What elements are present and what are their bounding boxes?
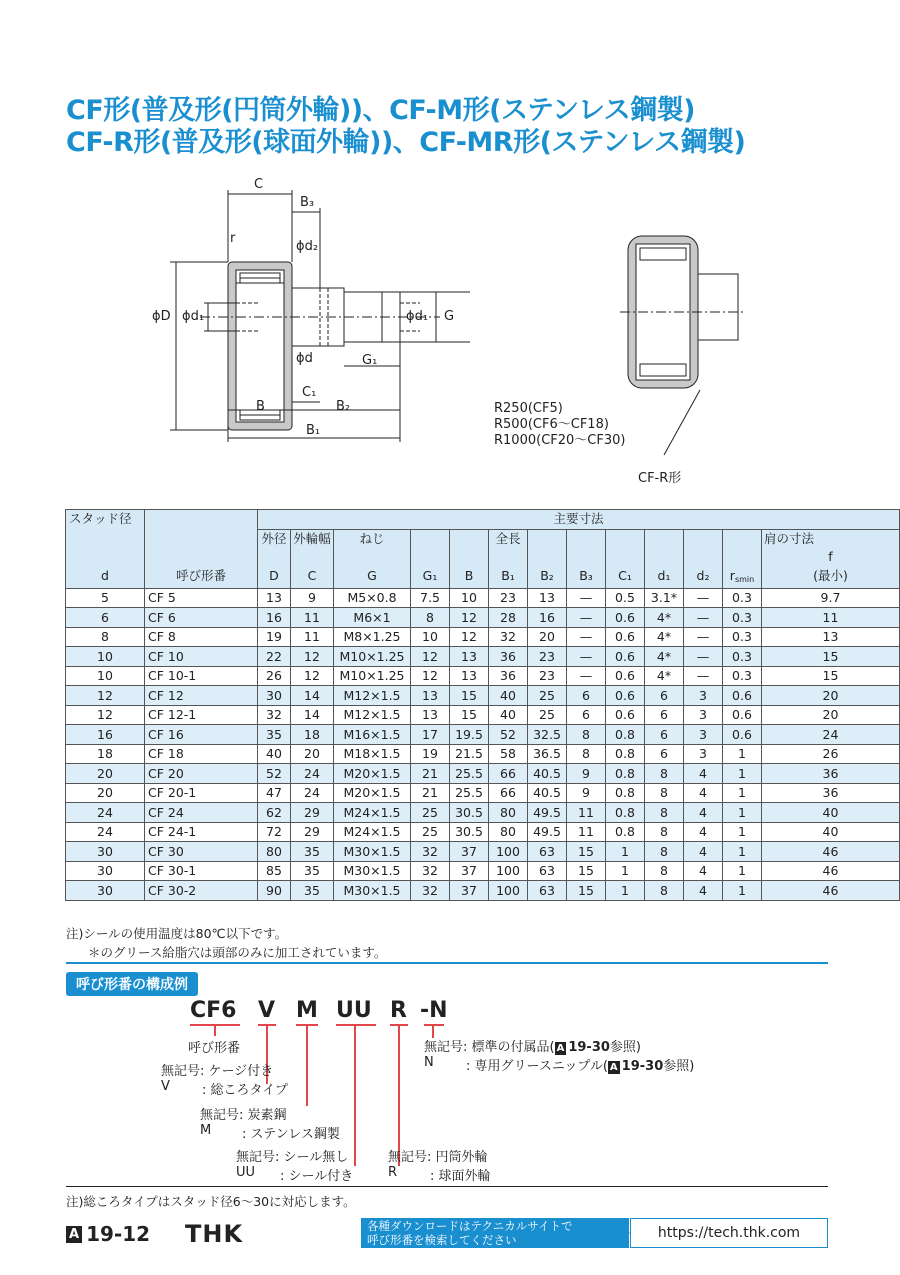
note-full-complement: 注)総ころタイプはスタッド径6～30に対応します。 [66, 1194, 356, 1209]
brand-logo: THK [185, 1220, 244, 1248]
code-v: V [258, 998, 276, 1023]
table-row: 10 CF 10 22 12 M10×1.25 12 13 36 23 — 0.6 4* — 0.3 15 [66, 647, 900, 667]
table-row: 20 CF 20 52 24 M20×1.5 21 25.5 66 40.5 9 0.8 8 4 1 36 [66, 764, 900, 784]
page-title-line2: CF-R形(普及形(球面外輪))、CF-MR形(ステンレス鋼製) [66, 127, 746, 158]
label-G1: G₁ [362, 353, 378, 368]
table-row: 12 CF 12 30 14 M12×1.5 13 15 40 25 6 0.6 6 3 0.6 20 [66, 686, 900, 706]
table-row: 12 CF 12-1 32 14 M12×1.5 13 15 40 25 6 0.6 6 3 0.6 20 [66, 705, 900, 725]
radius-note-1: R250(CF5) [494, 401, 563, 416]
label-phi-D: ϕD [152, 309, 171, 324]
table-row: 24 CF 24 62 29 M24×1.5 25 30.5 80 49.5 11 0.8 8 4 1 40 [66, 803, 900, 823]
example-badge: 呼び形番の構成例 [66, 972, 198, 996]
label-G: G [444, 309, 455, 324]
radius-note-2: R500(CF6～CF18) [494, 417, 609, 432]
label-phi-d1-left: ϕd₁ [182, 309, 205, 324]
download-banner[interactable]: 各種ダウンロードはテクニカルサイトで 呼び形番を検索してください [361, 1218, 629, 1248]
note-grease-hole: ＊のグリース給脂穴は頭部のみに加工されています。 [88, 945, 387, 960]
label-C1: C₁ [302, 385, 317, 400]
table-row: 10 CF 10-1 26 12 M10×1.25 12 13 36 23 — 0.6 4* — 0.3 15 [66, 666, 900, 686]
code-uu: UU [336, 998, 372, 1023]
table-row: 30 CF 30-1 85 35 M30×1.5 32 37 100 63 15 1 8 4 1 46 [66, 861, 900, 881]
table-row: 20 CF 20-1 47 24 M20×1.5 21 25.5 66 40.5 9 0.8 8 4 1 36 [66, 783, 900, 803]
label-B2: B₂ [336, 399, 351, 414]
label-phi-d2: ϕd₂ [296, 239, 319, 254]
table-row: 16 CF 16 35 18 M16×1.5 17 19.5 52 32.5 8 0.8 6 3 0.6 24 [66, 725, 900, 745]
header-main-dims: 主要寸法 [258, 510, 900, 530]
arrow-icon [610, 1218, 630, 1248]
page-title-line1: CF形(普及形(円筒外輪))、CF-M形(ステンレス鋼製) [66, 95, 695, 126]
tech-site-link[interactable]: https://tech.thk.com [630, 1218, 828, 1248]
crowned-caption: CF-R形 [638, 471, 682, 486]
cam-follower-drawing [0, 170, 900, 490]
table-row: 24 CF 24-1 72 29 M24×1.5 25 30.5 80 49.5 11 0.8 8 4 1 40 [66, 822, 900, 842]
table-row: 18 CF 18 40 20 M18×1.5 19 21.5 58 36.5 8 0.8 6 3 1 26 [66, 744, 900, 764]
table-row: 8 CF 8 19 11 M8×1.25 10 12 32 20 — 0.6 4* — 0.3 13 [66, 627, 900, 647]
table-row: 30 CF 30-2 90 35 M30×1.5 32 37 100 63 15 1 8 4 1 46 [66, 881, 900, 901]
label-r: r [230, 231, 236, 246]
label-C: C [254, 177, 264, 192]
code-m: M [296, 998, 318, 1023]
spec-table: スタッド径 主要寸法 外径 外輪幅 ねじ 全長 肩の寸法 f d 呼び形番 D C G G₁ B B₁ B₂ B₃ C₁ d₁ d₂ $r_{smin}$ (最小) 5 CF 5 13 9 M5×0.8 7.5 10 23 13 — 0.5 3.1* — 0.3 9.7 6 CF 6 16 11 M6×1 8 12 28 16 — 0.6 4* — 0.3 11 8 CF 8 19 11 M8×1.25 10 12 32 20 — 0.6 4* — 0.3 13 10 CF 10 22 12 M10×1.25 12 13 36 23 — 0.6 4* — 0.3 15 10 CF 10-1 26 12 M10×1.25 12 13 36 23 — 0.6 4* — 0.3 15 12 CF 12 30 14 M12×1.5 13 15 40 25 6 0.6 6 3 0.6 20 12 CF 12-1 32 14 M12×1.5 13 15 40 25 6 0.6 6 3 0.6 20 16 CF 16 35 18 M16×1.5 17 19.5 52 32.5 8 0.8 6 3 0.6 24 18 CF 18 40 20 M18×1.5 19 21.5 58 36.5 8 0.8 6 3 1 26 20 CF 20 52 24 M20×1.5 21 25.5 66 40.5 9 0.8 8 4 1 36 20 CF 20-1 47 24 M20×1.5 21 25.5 66 40.5 9 0.8 8 4 1 36 24 CF 24 62 29 M24×1.5 25 30.5 80 49.5 11 0.8 8 4 1 40 24 CF 24-1 72 29 M24×1.5 25 30.5 80 49.5 11 0.8 8 4 1 40 30 CF 30 80 35 M30×1.5 32 37 100 63 15 1 8 4 1 46 30 CF 30-1 85 35 M30×1.5 32 37 100 63 15 1 8 4 1 46 30 CF 30-2 90 35 M30×1.5 32 37 100 63 15 1 8 4 1 46 [65, 509, 900, 901]
label-B: B [256, 399, 265, 414]
label-B1: B₁ [306, 423, 321, 438]
label-B3: B₃ [300, 195, 315, 210]
code-r: R [390, 998, 407, 1023]
table-row: 5 CF 5 13 9 M5×0.8 7.5 10 23 13 — 0.5 3.1* — 0.3 9.7 [66, 588, 900, 608]
code-cf6: CF6 [190, 998, 237, 1023]
divider [66, 962, 828, 964]
radius-note-3: R1000(CF20～CF30) [494, 433, 626, 448]
code-n: -N [420, 998, 448, 1023]
table-row: 30 CF 30 80 35 M30×1.5 32 37 100 63 15 1 8 4 1 46 [66, 842, 900, 862]
model-label: 呼び形番 [188, 1041, 241, 1056]
note-seal-temp: 注)シールの使用温度は80℃以下です。 [66, 926, 288, 941]
label-phi-d: ϕd [296, 351, 313, 366]
label-phi-d1-right: ϕd₁ [406, 309, 429, 324]
page-number: A 19-12 [66, 1222, 150, 1246]
table-row: 6 CF 6 16 11 M6×1 8 12 28 16 — 0.6 4* — 0.3 11 [66, 608, 900, 628]
header-stud: スタッド径 [66, 510, 145, 530]
